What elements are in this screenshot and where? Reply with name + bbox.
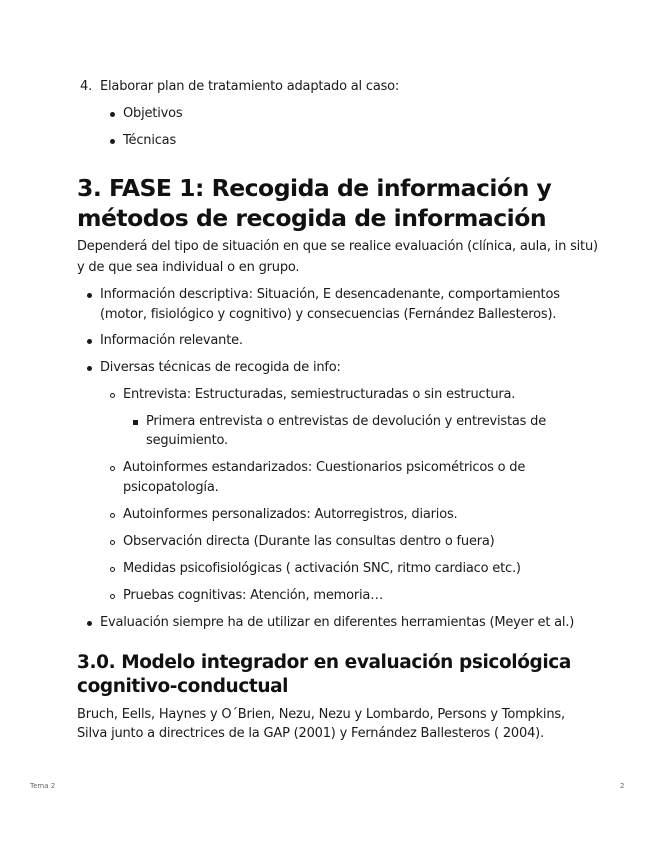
circle-bullet-icon xyxy=(110,540,115,545)
list-item: Primera entrevista o entrevistas de devolución y entrevistas de xyxy=(146,414,546,429)
list-item: psicopatología. xyxy=(123,480,219,495)
list-item: Pruebas cognitivas: Atención, memoria… xyxy=(123,588,383,603)
bullet-icon xyxy=(87,621,92,626)
list-item: Diversas técnicas de recogida de info: xyxy=(100,360,341,375)
list-item: Evaluación siempre ha de utilizar en diferentes herramientas (Meyer et al.) xyxy=(100,615,575,630)
circle-bullet-icon xyxy=(110,594,115,599)
list-item: Elaborar plan de tratamiento adaptado al caso: xyxy=(100,79,400,94)
list-number: 4. xyxy=(80,79,93,94)
circle-bullet-icon xyxy=(110,466,115,471)
footer-title: Tema 2 xyxy=(30,782,56,790)
square-bullet-icon xyxy=(133,420,138,425)
paragraph-line: Silva junto a directrices de la GAP (2001) y Fernández Ballesteros ( 2004). xyxy=(77,726,544,741)
paragraph-line: Bruch, Eells, Haynes y O´Brien, Nezu, Nezu y Lombardo, Persons y Tompkins, xyxy=(77,707,565,722)
list-item: Información descriptiva: Situación, E desencadenante, comportamientos xyxy=(100,287,560,302)
bullet-icon xyxy=(87,366,92,371)
subsection-heading: cognitivo-conductual xyxy=(77,676,289,697)
paragraph-line: y de que sea individual o en grupo. xyxy=(77,260,300,275)
section-heading: métodos de recogida de información xyxy=(77,204,547,232)
section-heading: 3. FASE 1: Recogida de información y xyxy=(77,174,552,202)
circle-bullet-icon xyxy=(110,513,115,518)
list-item: seguimiento. xyxy=(146,433,228,448)
bullet-icon xyxy=(87,339,92,344)
list-item: Objetivos xyxy=(123,106,183,121)
page-number: 2 xyxy=(620,782,625,790)
list-item: (motor, fisiológico y cognitivo) y consecuencias (Fernández Ballesteros). xyxy=(100,307,557,322)
list-item: Autoinformes estandarizados: Cuestionarios psicométricos o de xyxy=(123,460,526,475)
list-item: Entrevista: Estructuradas, semiestructuradas o sin estructura. xyxy=(123,387,516,402)
bullet-icon xyxy=(87,293,92,298)
list-item: Observación directa (Durante las consultas dentro o fuera) xyxy=(123,534,495,549)
list-item: Autoinformes personalizados: Autorregistros, diarios. xyxy=(123,507,458,522)
subsection-heading: 3.0. Modelo integrador en evaluación psicológica xyxy=(77,652,571,673)
bullet-icon xyxy=(110,112,115,117)
list-item: Técnicas xyxy=(123,133,177,148)
list-item: Medidas psicofisiológicas ( activación SNC, ritmo cardiaco etc.) xyxy=(123,561,521,576)
list-item: Información relevante. xyxy=(100,333,243,348)
circle-bullet-icon xyxy=(110,567,115,572)
paragraph-line: Dependerá del tipo de situación en que se realice evaluación (clínica, aula, in situ) xyxy=(77,239,598,254)
bullet-icon xyxy=(110,139,115,144)
circle-bullet-icon xyxy=(110,393,115,398)
